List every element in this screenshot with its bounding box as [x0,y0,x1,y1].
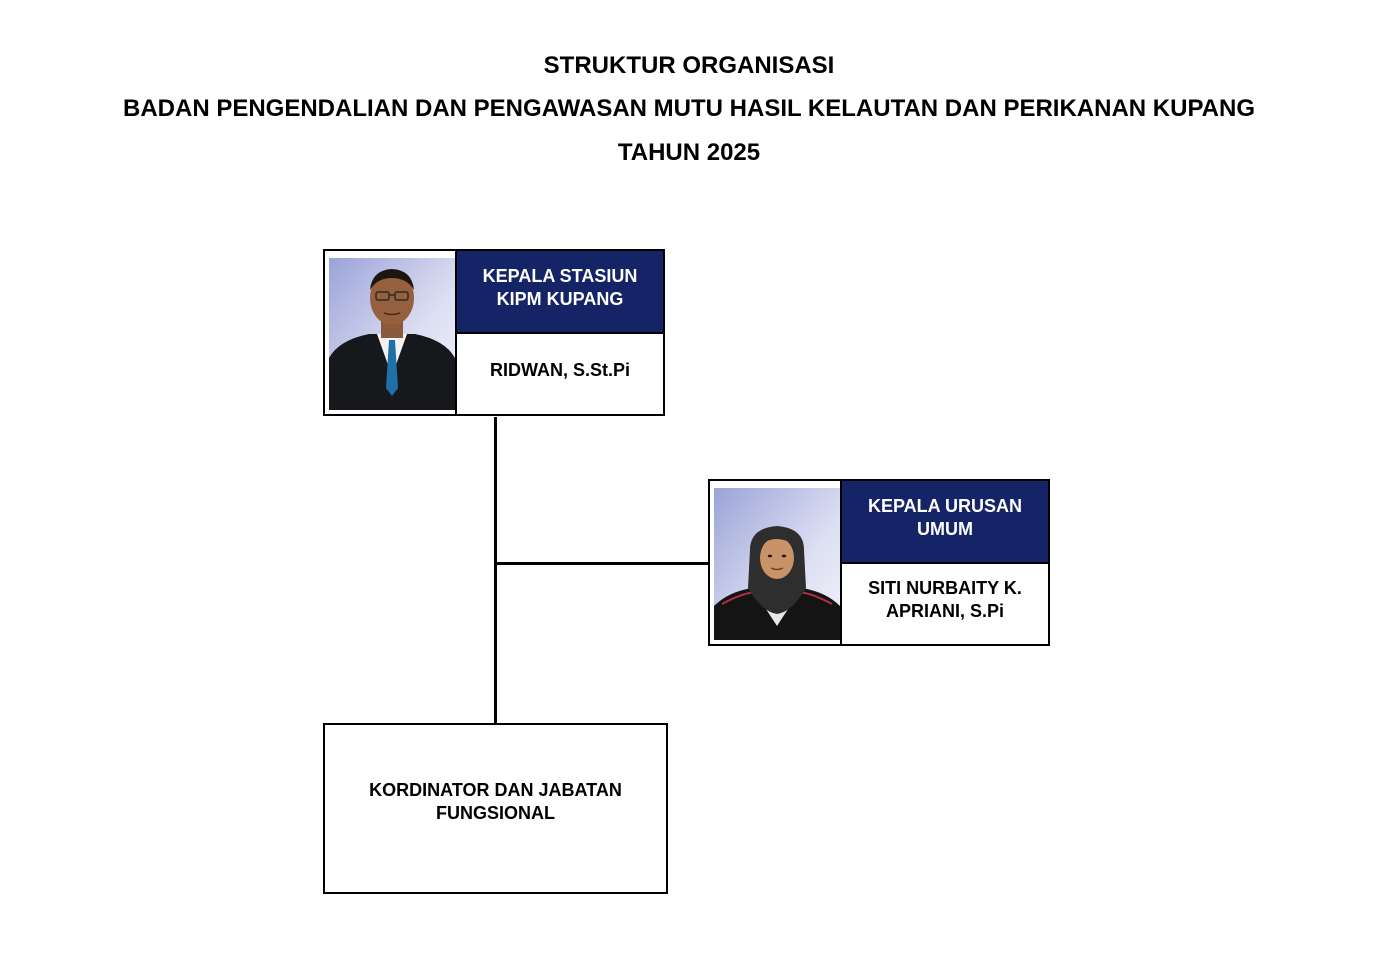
male-portrait-icon [329,258,455,410]
female-hijab-portrait-icon [714,488,840,640]
connector-vertical-line [494,417,497,724]
title-line-3: TAHUN 2025 [617,139,761,166]
title-line-2: BADAN PENGENDALIAN DAN PENGAWASAN MUTU HASIL KELAUTAN DAN PERIKANAN KUPANG [122,95,1256,122]
role-title-kepala-stasiun: KEPALA STASIUN KIPM KUPANG [457,251,663,334]
avatar-kepala-stasiun [325,251,457,414]
org-card-kepala-urusan-umum [708,479,1050,646]
person-name-kepala-urusan-umum: SITI NURBAITY K. APRIANI, S.Pi [868,578,1022,621]
org-box-kordinator-jabatan-fungsional: KORDINATOR DAN JABATAN FUNGSIONAL [323,723,668,894]
person-name-kepala-stasiun: RIDWAN, S.St.Pi [489,359,630,380]
avatar-kepala-urusan-umum [710,481,842,644]
role-title-kepala-urusan-umum: KEPALA URUSAN UMUM [842,481,1048,564]
org-card-kepala-stasiun [323,249,665,416]
connector-horizontal-line [494,562,709,565]
title-line-1: STRUKTUR ORGANISASI [543,52,835,79]
